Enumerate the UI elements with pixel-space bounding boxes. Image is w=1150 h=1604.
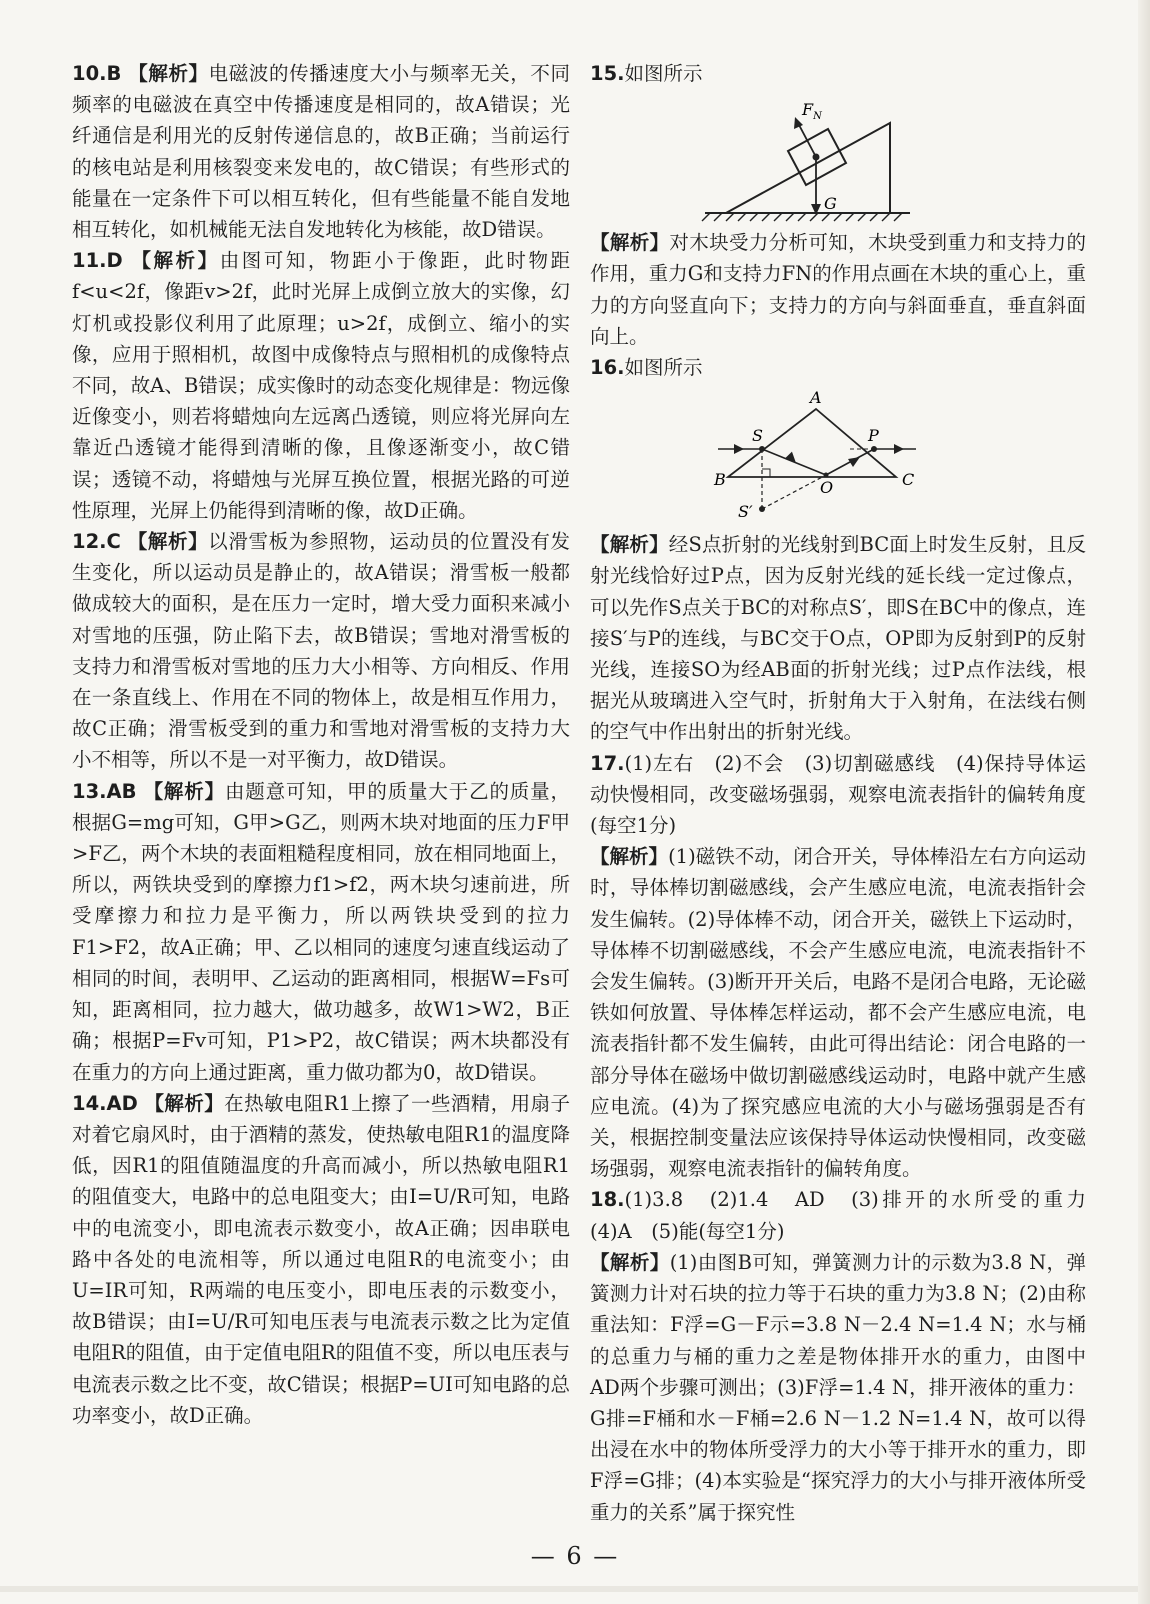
question-15 <box>590 58 1086 89</box>
analysis-text: 由图可知，物距小于像距，此时物距f<u<2f，像距v>2f，此时光屏上成倒立放大的实像，幻灯机或投影仪利用了此原理；u>2f，成倒立、缩小的实像，应用于照相机，故图中成像特点与照相机的成像特点不同，故A、B错误；成实像时的动态变化规律是：物远像近像变小，则若将蜡烛向左远离凸透镜，则应将光屏向左靠近凸透镜才能得到清晰的像，且像逐渐变小，故C错误；透镜不动，将蜡烛与光屏互换位置，根据光路的可逆性原理，光屏上仍能得到清晰的像，故D正确。 <box>72 249 570 522</box>
q17-analysis <box>590 841 1086 1184</box>
analysis-tag: 【解析】 <box>590 533 669 557</box>
right-angle-mark <box>762 469 770 477</box>
question-11 <box>72 245 570 526</box>
analysis-tag: 【解析】 <box>590 1250 670 1274</box>
answer-letter: C <box>106 530 121 554</box>
normal-force-label: $F_N$ <box>802 100 822 123</box>
analysis-text: (1)磁铁不动，闭合开关，导体棒沿左右方向运动时，导体棒切割磁感线，会产生感应电流，电流表指针会发生偏转。(2)导体棒不动，闭合开关，磁铁上下运动时，导体棒不切割磁感线，不会产生感应电流，电流表指针不会发生偏转。(3)断开开关后，电路不是闭合电路，无论磁铁如何放置、导体棒怎样运动，都不会产生感应电流，电流表指针都不发生偏转，由此可得出结论：闭合电路的一部分导体在磁场中做切割磁感线运动时，电路中就产生感应电流。(4)为了探究感应电流的大小与磁场强弱是否有关，根据控制变量法应该保持导体运动快慢相同，改变磁场强弱，观察电流表指针的偏转角度。 <box>590 845 1086 1181</box>
analysis-text: 经S点折射的光线射到BC面上时发生反射，且反射光线恰好过P点，因为反射光线的延长线一定过像点，可以先作S点关于BC的对称点S′，即S在BC中的像点，连接S′与P的连线，与BC交于O点，OP即为反射到P的反射光线，连接SO为经AB面的折射光线；过P点作法线，根据光从玻璃进入空气时，折射角大于入射角，在法线右侧的空气中作出射出的折射光线。 <box>590 533 1086 744</box>
analysis-tag: 【解析】 <box>143 779 225 803</box>
analysis-tag: 【解析】 <box>144 1091 225 1115</box>
answer-letter: D <box>106 249 123 273</box>
analysis-tag: 【解析】 <box>128 62 209 85</box>
question-17 <box>590 748 1086 842</box>
prism-light-path-diagram <box>590 385 1086 525</box>
analysis-text: 电磁波的传播速度大小与频率无关，不同频率的电磁波在真空中传播速度是相同的，故A错误；光纤通信是利用光的反射传递信息的，故B正确；当前运行的核电站是利用核裂变来发电的，故C错误；有些形式的能量在一定条件下可以相互转化，但有些能量不能自发地相互转化，如机械能无法自发地转化为核能，故D错误。 <box>72 62 570 242</box>
point-p <box>871 446 877 452</box>
question-number: 12. <box>72 530 107 554</box>
question-intro: 如图所示 <box>624 62 703 85</box>
so-arrowhead <box>785 450 799 463</box>
question-16 <box>590 352 1086 383</box>
analysis-text: 在热敏电阻R1上擦了一些酒精，用扇子对着它扇风时，由于酒精的蒸发，使热敏电阻R1的温度降低，因R1的阻值随温度的升高而减小，所以热敏电阻R1的阻值变大，电路中的总电阻变大；由I=U/R可知，电路中的电流变小，即电流表示数变小，故A正确；因串联电路中各处的电流相等，所以通过电阻R的电流变小；由U=IR可知，R两端的电压变小，即电压表的示数变小，故B错误；由I=U/R可知电压表与电流表示数之比为定值电阻R的阻值，由于定值电阻R的阻值不变，所以电压表与电流表示数之比不变，故C错误；根据P=UI可知电路的总功率变小，故D正确。 <box>72 1091 570 1427</box>
answer-letter: AB <box>106 779 137 803</box>
incident-ray-arrowhead <box>734 444 744 454</box>
question-intro: 如图所示 <box>624 356 703 380</box>
question-14 <box>72 1088 570 1431</box>
label-s-prime: S′ <box>738 502 753 522</box>
question-number: 17. <box>590 751 625 775</box>
question-13 <box>72 776 570 1088</box>
label-o: O <box>820 478 834 498</box>
question-number: 18. <box>590 1188 625 1212</box>
question-number: 10. <box>72 62 107 85</box>
analysis-tag: 【解析】 <box>590 231 670 255</box>
virtual-ray <box>762 475 826 509</box>
answer-letter: AD <box>106 1091 138 1115</box>
label-c: C <box>902 470 915 490</box>
normal-force-arrow <box>798 123 816 157</box>
incline-force-diagram <box>590 91 1086 223</box>
right-column <box>590 58 1106 1528</box>
analysis-text: 由题意可知，甲的质量大于乙的质量，根据G=mg可知，G甲>G乙，则两木块对地面的压力F甲>F乙，两个木块的表面粗糙程度相同，放在相同地面上，所以，两铁块受到的摩擦力f1>f2，两木块匀速前进，所受摩擦力和拉力是平衡力，所以两铁块受到的拉力F1>F2，故A正确；甲、乙以相同的速度匀速直线运动了相同的时间，表明甲、乙运动的距离相同，根据W=Fs可知，距离相同，拉力越大，做功越多，故W1>W2，B正确；根据P=Fv可知，P1>P2，故C错误；两木块都没有在重力的方向上通过距离，重力做功都为0，故D错误。 <box>72 779 570 1084</box>
label-s: S <box>752 426 763 446</box>
answer-text: (1)左右 (2)不会 (3)切割磁感线 (4)保持导体运动快慢相同，改变磁场强弱，观察电流表指针的偏转角度(每空1分) <box>590 751 1086 838</box>
left-column <box>72 58 570 1431</box>
question-10 <box>72 58 570 245</box>
question-number: 14. <box>72 1091 107 1115</box>
gravity-label: G <box>824 194 837 214</box>
analysis-tag: 【解析】 <box>131 249 220 273</box>
label-a: A <box>810 388 822 408</box>
analysis-tag: 【解析】 <box>590 845 669 869</box>
bottom-margin-strip <box>0 1586 1150 1592</box>
question-number: 15. <box>590 62 625 85</box>
analysis-text: 以滑雪板为参照物，运动员的位置没有发生变化，所以运动员是静止的，故A错误；滑雪板一般都做成较大的面积，是在压力一定时，增大受力面积来减小对雪地的压强，防止陷下去，故B错误；雪地对滑雪板的支持力和滑雪板对雪地的压力大小相等、方向相反、作用在一条直线上、作用在不同的物体上，故是相互作用力，故C正确；滑雪板受到的重力和雪地对滑雪板的支持力大小不相等，所以不是一对平衡力，故D错误。 <box>72 530 570 772</box>
point-s <box>759 446 765 452</box>
answer-text: (1)3.8 (2)1.4 AD (3)排开的水所受的重力 (4)A (5)能(每空1分) <box>590 1188 1106 1243</box>
page-edge-shadow <box>1138 0 1150 1604</box>
q16-analysis <box>590 529 1086 747</box>
point-o <box>824 473 829 478</box>
question-number: 11. <box>72 249 107 273</box>
point-s-prime <box>759 506 765 512</box>
answer-letter: B <box>106 62 122 85</box>
label-p: P <box>868 426 879 446</box>
incline-wedge <box>726 123 890 213</box>
page-number: — 6 — <box>530 1542 620 1570</box>
question-number: 13. <box>72 779 107 803</box>
ground-hatch <box>702 213 902 221</box>
analysis-tag: 【解析】 <box>127 530 209 554</box>
q18-analysis <box>590 1247 1086 1528</box>
question-number: 16. <box>590 356 625 380</box>
label-b: B <box>714 470 726 490</box>
question-12 <box>72 526 570 776</box>
q15-analysis <box>590 227 1086 352</box>
question-18 <box>590 1184 1106 1246</box>
analysis-text: 对木块受力分析可知，木块受到重力和支持力的作用，重力G和支持力FN的作用点画在木块的重心上，重力的方向竖直向下；支持力的方向与斜面垂直，垂直斜面向上。 <box>590 231 1086 348</box>
analysis-text: (1)由图B可知，弹簧测力计的示数为3.8 N，弹簧测力计对石块的拉力等于石块的重力为3.8 N；(2)由称重法知：F浮=G－F示=3.8 N－2.4 N=1.4 N；水与桶的总重力与桶的重力之差是物体排开水的重力，由图中AD两个步骤可测出；(3)F浮=1.4 N，排开液体的重力：G排=F桶和水－F桶=2.6 N－1.2 N=1.4 N，故可以得出浸在水中的物体所受浮力的大小等于排开水的重力，即F浮=G排；(4)本实验是“探究浮力的大小与排开液体所受重力的关系”属于探究性 <box>590 1250 1086 1524</box>
